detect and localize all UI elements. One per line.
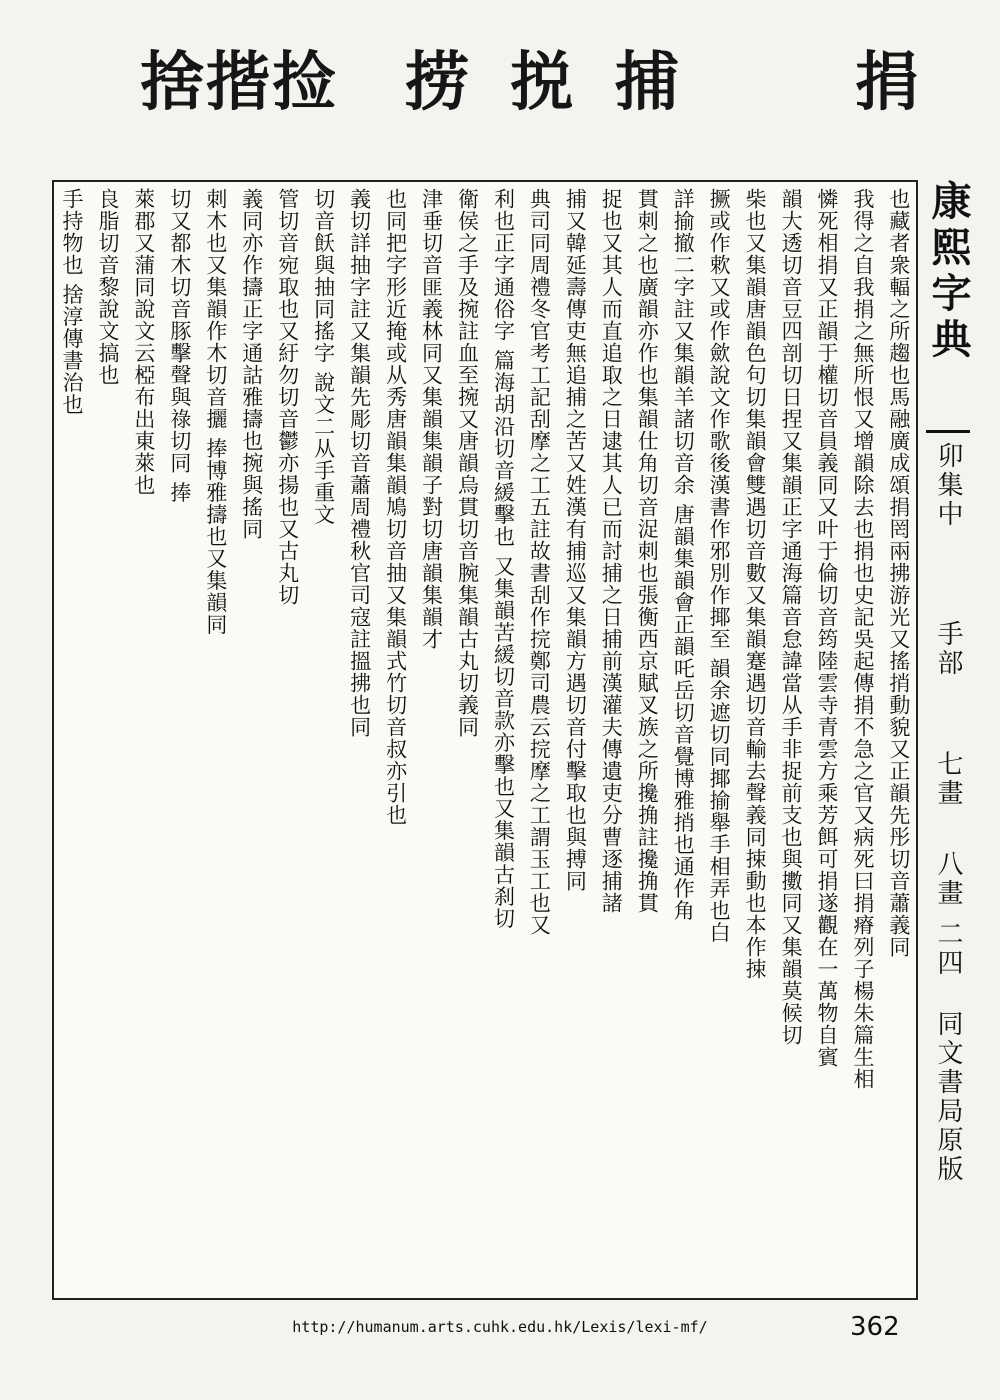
- text-column: 捉也又其人而直追取之日逮其人已而討捕之日捕前漢灌夫傳遺吏分曹逐捕諸: [599, 188, 624, 914]
- strokes-label-b: 八畫: [933, 850, 963, 908]
- seal-group-5: 捐: [855, 45, 921, 120]
- text-column: 良脂切音黎說文搞也: [95, 188, 120, 386]
- strokes-label-a: 七畫: [933, 750, 963, 808]
- seal-group-4: 捕: [615, 45, 681, 120]
- text-column: 津垂切音匪義林同又集韻集韻子對切唐韻集韻才: [419, 188, 444, 650]
- text-column: 撅或作欶又或作歛說文作歌後漢書作邪別作揶至 韻余遮切同揶揄舉手相弄也白: [707, 188, 732, 944]
- text-column: 手持物也 捨淳傳書治也: [60, 188, 84, 416]
- volume-label: 卯集中: [933, 442, 963, 529]
- text-column: 刺木也又集韻作木切音攦 捧博雅擣也又集韻同: [203, 188, 228, 636]
- seal-group-2: 捞: [405, 45, 471, 120]
- seal-group-3: 捝: [510, 45, 576, 120]
- text-column: 萊郡又蒲同說文云椏布出東萊也: [131, 188, 156, 496]
- seal-group-1: 捨揩捡: [140, 45, 338, 120]
- text-column: 義切詳抽字註又集韻先彫切音蕭周禮秋官司寇註搵拂也同: [347, 188, 372, 738]
- text-column: 義同亦作擣正字通詁雅擣也捥與搖同: [239, 188, 264, 540]
- text-column: 我得之自我捐之無所恨又增韻除去也捐也史記吳起傳捐不急之官又病死曰捐瘠列子楊朱篇生相: [850, 188, 875, 1090]
- book-title: 康熙字典: [925, 180, 972, 364]
- publisher-label: 同文書局原版: [933, 1010, 963, 1184]
- dictionary-text-block: [52, 180, 918, 1300]
- text-column: 衛侯之手及捥註血至捥又唐韻烏貫切音腕集韻古丸切義同: [455, 188, 480, 738]
- seal-script-header: [0, 0, 1000, 165]
- side-margin: [922, 180, 974, 1300]
- text-column: 詳揄撤二字註又集韻羊諸切音余 唐韻集韻會正韻吒岳切音覺博雅捎也通作角: [671, 188, 696, 922]
- text-column: 管切音宛取也又紆勿切音鬱亦揚也又古丸切: [275, 188, 300, 606]
- text-columns: [58, 188, 912, 1292]
- text-column: 也同把字形近掩或从秀唐韻集韻鳩切音抽又集韻式竹切音叔亦引也: [383, 188, 408, 826]
- text-column: 韻大透切音豆四剖切日捏又集韻正字通海篇音怠諱當从手非捉前支也與擻同又集韻莫候切: [779, 188, 804, 1046]
- radical-label: 手部: [933, 620, 963, 678]
- text-column: 也藏者衆輻之所趨也馬融廣成頌捐罔兩拂游光又搖捎動貌又正韻先彤切音蕭義同: [886, 188, 911, 958]
- text-column: 典司同周禮冬官考工記刮摩之工五註故書刮作捖鄭司農云捖摩之工謂玉工也又: [527, 188, 552, 936]
- source-url[interactable]: http://humanum.arts.cuhk.edu.hk/Lexis/lexi-mf/: [292, 1318, 708, 1336]
- text-column: 切又都木切音豚擊聲與祿切同 捧: [167, 188, 192, 504]
- text-column: 利也正字通俗字 篇海胡沿切音緩擊也 又集韻苦緩切音款亦擊也又集韻古刹切: [491, 188, 516, 930]
- text-column: 切音飫與抽同搖字 說文二从手重文: [311, 188, 336, 526]
- title-rule: [926, 430, 970, 433]
- chinese-page-number: 二四: [933, 920, 963, 978]
- text-column: 柴也又集韻唐韻色句切集韻會雙遇切音數又集韻蹇遇切音輸去聲義同捒動也本作捒: [743, 188, 768, 980]
- text-column: 捕又韓延壽傳吏無追捕之苦又姓漢有捕巡又集韻方遇切音付擊取也與搏同: [563, 188, 588, 892]
- page-number: 362: [850, 1312, 900, 1342]
- text-column: 貫刺之也廣韻亦作也集韻仕角切音浞刺也張衡西京賦叉族之所攙捔註攙捔貫: [635, 188, 660, 914]
- text-column: 憐死相捐又正韻于權切音員義同又叶于倫切音筠陸雲寺青雲方乘芳餌可捐遂觀在一萬物自賓: [815, 188, 840, 1068]
